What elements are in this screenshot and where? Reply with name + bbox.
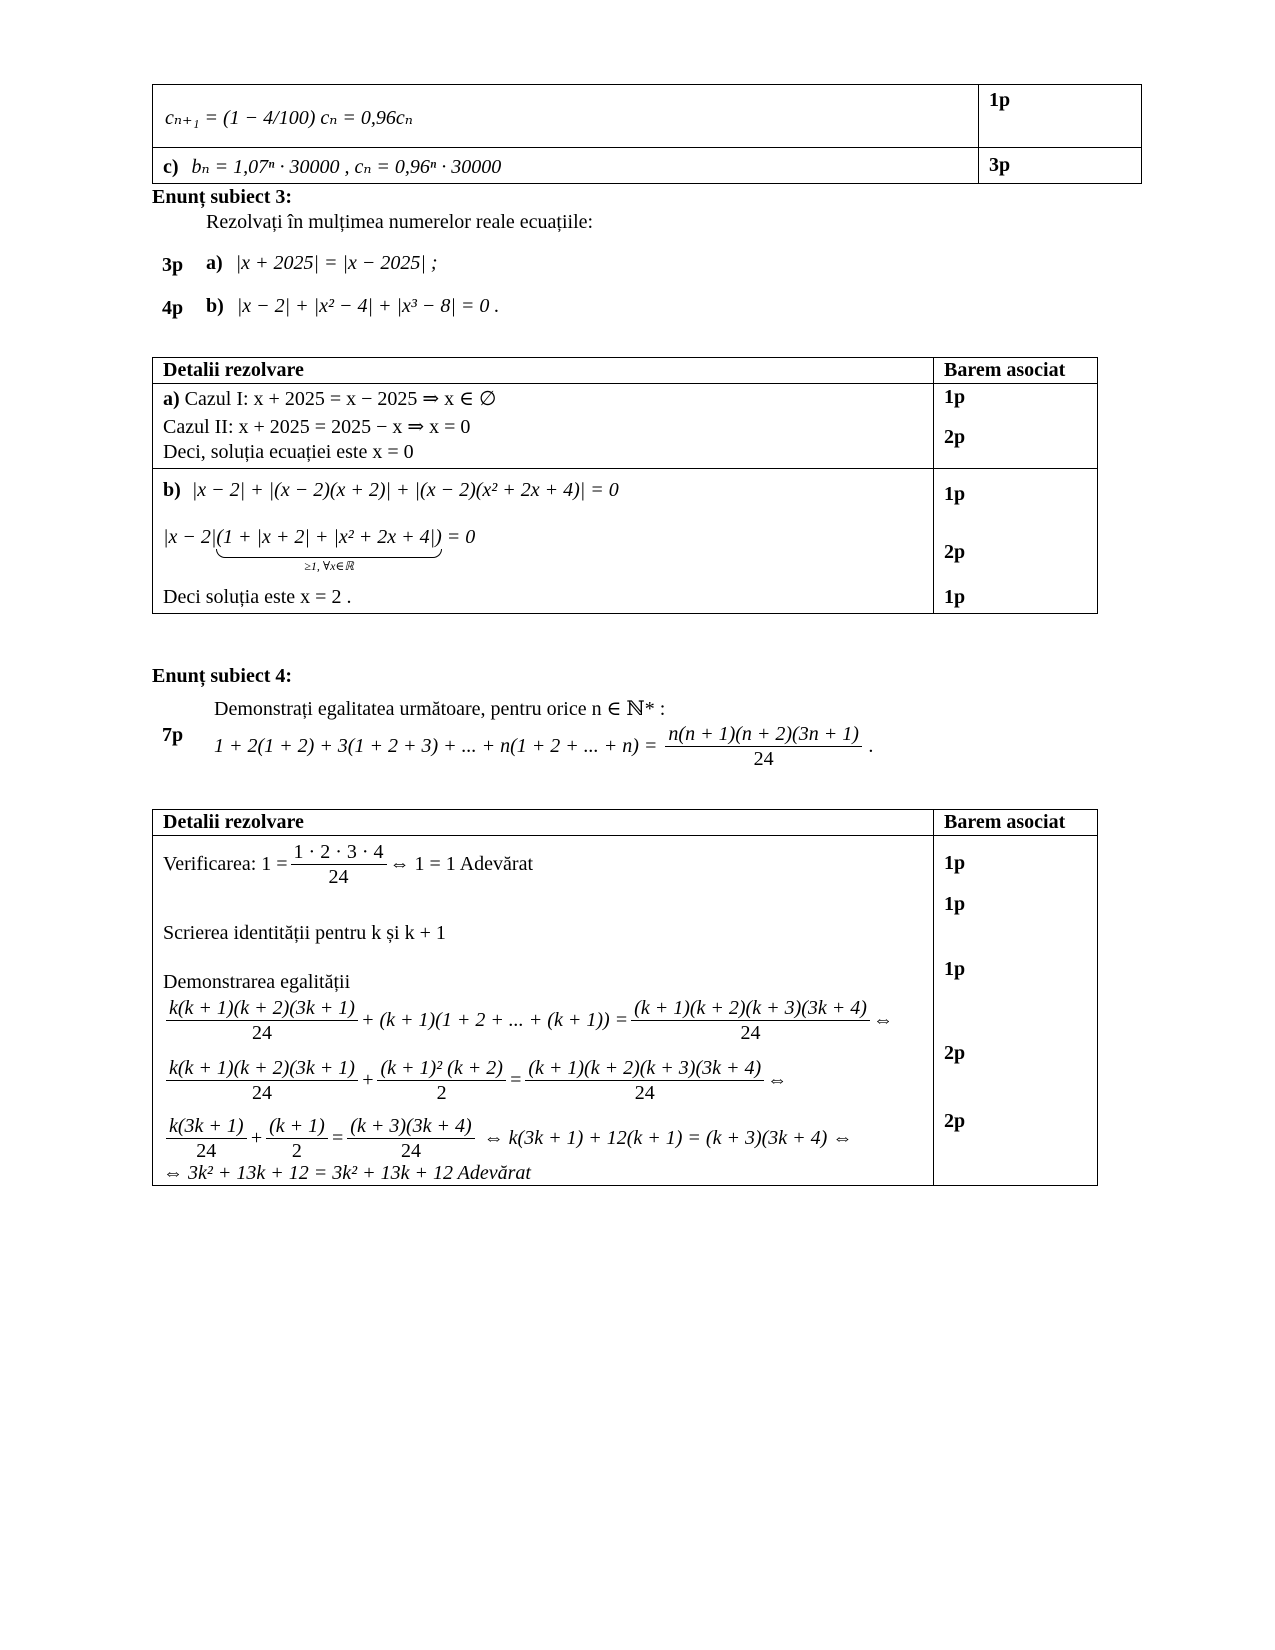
subject3-b-sol-label: b) [163, 479, 181, 501]
top-row2-content [153, 148, 979, 184]
subject4-verif-den: 24 [328, 866, 349, 888]
top-row2-label: c) [163, 156, 179, 178]
top-row1-formula: cₙ₊₁ = (1 − 4/100) cₙ = 0,96cₙ [165, 107, 413, 129]
subject3-b-label: b) [206, 295, 224, 317]
eq3-num2: (k + 1) [266, 1114, 328, 1139]
subject4-rhs-den: 24 [753, 748, 774, 770]
subject4-verification [163, 840, 533, 889]
subject3-b-line2-brace: (1 + |x + 2| + |x² + 2x + 4|) [216, 526, 442, 548]
eq1-mid: + (k + 1)(1 + 2 + ... + (k + 1)) = [360, 1009, 629, 1031]
subject4-verif-fraction [291, 840, 387, 889]
subject3-a-solution [153, 384, 934, 469]
eq2-frac2 [377, 1056, 505, 1105]
subject4-point-1: 1p [944, 852, 966, 874]
subject3-b-points: 4p [162, 297, 184, 319]
top-row2-points-cell [979, 148, 1142, 184]
eq3-frac1 [166, 1114, 247, 1163]
subject3-b-points-cell [934, 469, 1098, 614]
eq3-num1: k(3k + 1) [166, 1114, 247, 1139]
subject3-b-line1-text: |x − 2| + |(x − 2)(x + 2)| + |(x − 2)(x² + 2x + 4)| = 0 [191, 479, 619, 501]
subject4-points-cell [934, 836, 1098, 1186]
subject3-b-brace-note: ≥1, ∀x∈ℝ [304, 559, 354, 573]
subject4-eq2 [163, 1056, 787, 1105]
subject4-verif-num: 1 · 2 · 3 · 4 [291, 840, 387, 865]
subject3-a-points: 3p [162, 254, 184, 276]
eq3-num3: (k + 3)(3k + 4) [347, 1114, 474, 1139]
subject3-a-point-2: 2p [944, 426, 966, 448]
subject3-a-line1 [163, 386, 496, 411]
eq3-den1: 24 [196, 1140, 217, 1162]
eq1-num2: (k + 1)(k + 2)(k + 3)(3k + 4) [631, 996, 870, 1021]
subject3-b-line2-pre: |x − 2| [163, 526, 217, 548]
subject4-end: . [868, 735, 874, 757]
subject3-b-point-1: 1p [944, 483, 966, 505]
eq2-den1: 24 [251, 1082, 272, 1104]
eq3-den3: 24 [400, 1140, 421, 1162]
eq3-den2: 2 [291, 1140, 302, 1162]
subject4-header-right: Barem asociat [934, 810, 1098, 836]
top-row2-points: 3p [989, 154, 1011, 176]
subject3-b-underbrace [216, 526, 442, 573]
top-row1-content [153, 85, 979, 148]
subject4-equation [214, 722, 874, 771]
subject3-b-solution [153, 469, 934, 614]
subject4-prompt: Demonstrați egalitatea următoare, pentru orice n ∈ ℕ* : [214, 698, 666, 720]
subject3-b-line2-post: = 0 [441, 526, 476, 548]
eq2-iff: ⇔ [767, 1069, 788, 1091]
subject3-a-line3: Deci, soluția ecuației este x = 0 [163, 441, 414, 463]
subject4-rhs-fraction [665, 722, 861, 771]
eq2-frac1 [166, 1056, 358, 1105]
subject4-points: 7p [162, 724, 184, 746]
eq1-frac1 [166, 996, 358, 1045]
top-row1-points-cell [979, 85, 1142, 148]
subject3-a-points-cell [934, 384, 1098, 469]
subject3-prompt: Rezolvați în mulțimea numerelor reale ecuațiile: [206, 211, 594, 233]
top-table [152, 84, 1142, 184]
eq1-den1: 24 [251, 1022, 272, 1044]
subject3-header-left: Detalii rezolvare [153, 358, 934, 384]
subject4-eq3 [163, 1114, 852, 1163]
eq2-frac3 [525, 1056, 764, 1105]
eq3-frac2 [266, 1114, 328, 1163]
subject4-point-2: 1p [944, 893, 966, 915]
eq1-iff: ⇔ [872, 1009, 893, 1031]
eq2-num1: k(k + 1)(k + 2)(3k + 1) [166, 1056, 358, 1081]
subject3-b-equation: |x − 2| + |x² − 4| + |x³ − 8| = 0 . [236, 295, 500, 317]
subject3-a [206, 252, 438, 275]
top-row2-formula: bₙ = 1,07ⁿ · 30000 , cₙ = 0,96ⁿ · 30000 [191, 156, 502, 178]
subject4-point-4: 2p [944, 1042, 966, 1064]
underbrace-shape [216, 549, 441, 558]
subject4-demonstrare: Demonstrarea egalității [163, 971, 351, 993]
subject4-verif-post: ⇔ 1 = 1 Adevărat [389, 853, 533, 875]
subject3-table [152, 357, 1098, 614]
eq3-frac3 [347, 1114, 474, 1163]
top-row1-points: 1p [989, 89, 1011, 111]
subject4-solution [153, 836, 934, 1186]
subject3-b [206, 295, 499, 318]
eq2-den2: 2 [436, 1082, 447, 1104]
subject3-b-point-3: 1p [944, 586, 966, 608]
subject4-eq4: ⇔ 3k² + 13k + 12 = 3k² + 13k + 12 Adevărat [163, 1162, 531, 1184]
subject4-header-left: Detalii rezolvare [153, 810, 934, 836]
subject3-title: Enunț subiect 3: [152, 186, 293, 208]
subject4-title: Enunț subiect 4: [152, 665, 293, 687]
subject3-b-line1 [163, 479, 619, 502]
subject4-point-3: 1p [944, 958, 966, 980]
subject4-scriere: Scrierea identității pentru k și k + 1 [163, 922, 446, 944]
eq3-equals: = [330, 1127, 345, 1149]
subject3-b-line3: Deci soluția este x = 2 . [163, 586, 352, 608]
subject3-b-point-2: 2p [944, 541, 966, 563]
eq3-plus: + [249, 1127, 264, 1149]
subject4-eq1 [163, 996, 893, 1045]
eq2-equals: = [508, 1069, 523, 1091]
eq2-plus: + [360, 1069, 375, 1091]
subject3-a-line1-text: Cazul I: x + 2025 = x − 2025 ⇒ x ∈ ∅ [184, 388, 497, 410]
eq1-frac2 [631, 996, 870, 1045]
subject4-rhs-num: n(n + 1)(n + 2)(3n + 1) [665, 722, 861, 747]
eq2-num3: (k + 1)(k + 2)(k + 3)(3k + 4) [525, 1056, 764, 1081]
subject3-b-line2 [163, 526, 476, 573]
subject4-point-5: 2p [944, 1110, 966, 1132]
eq2-den3: 24 [634, 1082, 655, 1104]
eq1-num1: k(k + 1)(k + 2)(3k + 1) [166, 996, 358, 1021]
subject4-table [152, 809, 1098, 1186]
subject4-verif-pre: Verificarea: 1 = [163, 853, 288, 875]
subject3-a-point-1: 1p [944, 386, 966, 408]
eq1-den2: 24 [740, 1022, 761, 1044]
eq2-num2: (k + 1)² (k + 2) [377, 1056, 505, 1081]
subject3-header-right: Barem asociat [934, 358, 1098, 384]
subject3-a-equation: |x + 2025| = |x − 2025| ; [235, 252, 438, 274]
subject3-a-line2: Cazul II: x + 2025 = 2025 − x ⇒ x = 0 [163, 416, 471, 438]
subject4-lhs: 1 + 2(1 + 2) + 3(1 + 2 + 3) + ... + n(1 + 2 + ... + n) = [214, 735, 658, 757]
eq3-post: ⇔ k(3k + 1) + 12(k + 1) = (k + 3)(3k + 4) ⇔ [483, 1127, 853, 1149]
subject3-a-label: a) [206, 252, 223, 274]
subject3-a-sol-label: a) [163, 388, 180, 410]
